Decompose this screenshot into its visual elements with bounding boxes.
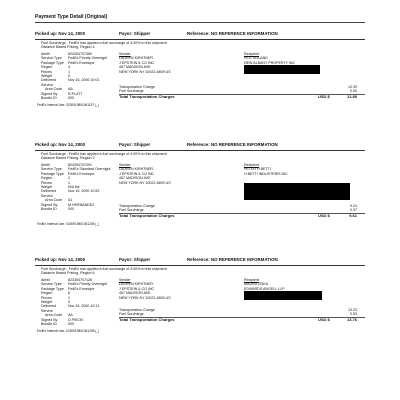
delivered-label: Delivered (41, 304, 57, 309)
area-code-label: Area Code (45, 313, 63, 318)
total-value: 12.89 (346, 94, 357, 99)
area-code-value: AA (68, 313, 73, 318)
delivered-value: Nov 15, 2000 10:53 (68, 189, 100, 194)
fuel-surcharge-value: 0.37 (350, 208, 357, 213)
weight-label: Weight (41, 185, 53, 189)
fuel-surcharge-label: Fuel Surcharge (119, 208, 144, 213)
area-code-value: AA (68, 87, 73, 92)
recipient-heading: Recipient (244, 278, 259, 282)
package-type-label: Package Type (41, 286, 64, 291)
currency-label: USD $ (318, 317, 330, 322)
total-label: Total Transportation Charges (119, 317, 175, 322)
reference: Reference: NO REFERENCE INFORMATION (187, 257, 278, 262)
sender-heading: Sender (119, 278, 131, 282)
airbill-value: 824354707380 (68, 52, 92, 56)
weight-value: N/A lbs (68, 185, 80, 189)
sender-name: LAUREN KIRHTNER (119, 282, 153, 287)
pieces-value: 1 (68, 180, 70, 185)
fuel-surcharge-note: Fuel Surcharge - FedEx has applied a fuel surcharge of 4.00% to this shipment. (41, 267, 168, 271)
sender-company: J EPSTEIN & CO INC (119, 171, 155, 176)
payor: Payor: Shipper (119, 142, 151, 147)
weight-label: Weight (41, 300, 53, 304)
region-label: Region (41, 65, 53, 70)
fuel-surcharge-value: 0.53 (350, 312, 357, 317)
transportation-charge-label: Transportation Charge (119, 85, 155, 89)
region-value: 2 (68, 176, 70, 181)
recipient-company: EDWARDS ANGELL LLP (244, 286, 285, 291)
fuel-surcharge-label: Fuel Surcharge (119, 312, 144, 317)
picked-up-date: Picked up: Nov 14, 2000 (35, 31, 86, 36)
service-type-label: Service Type (41, 56, 62, 61)
sender-name: LAUREN KIRHTNER (119, 167, 153, 172)
recipient-name: PEG GOLAND (244, 56, 268, 61)
package-type-label: Package Type (41, 60, 64, 65)
bundle-id-value: 000 (68, 207, 74, 211)
internal-use-code: FedEx Internal Use: 0230919801061197 (_) (37, 103, 99, 107)
transportation-charge-value: 12.39 (348, 85, 357, 89)
signed-by-value: D.PIECKI (68, 317, 84, 322)
region-label: Region (41, 291, 53, 296)
sender-company: J EPSTEIN & CO INC (119, 60, 155, 65)
shipment-header (35, 32, 365, 38)
region-value: 4 (68, 65, 70, 70)
area-code-label: Area Code (45, 198, 63, 203)
picked-up-date: Picked up: Nov 14, 2000 (35, 257, 86, 262)
header-divider (35, 150, 365, 151)
transportation-charge-label: Transportation Charge (119, 204, 155, 208)
package-type-value: FedEx Envelope (68, 171, 95, 176)
fuel-surcharge-value: 0.50 (350, 89, 357, 94)
reference: Reference: NO REFERENCE INFORMATION (187, 31, 278, 36)
weight-value: 0 (68, 74, 70, 78)
sender-street: 457 MADISON AVE (119, 65, 151, 70)
recipient-heading: Recipient (244, 163, 259, 167)
airbill-label: Airbill (41, 163, 50, 167)
fuel-surcharge-note: Fuel Surcharge - FedEx has applied a fuel surcharge of 4.00% to this shipment. (41, 41, 168, 45)
sender-heading: Sender (119, 52, 131, 56)
recipient-company: NEW ALBANY PROPERTY INC (244, 60, 296, 65)
pieces-value: 1 (68, 295, 70, 300)
title-divider (35, 22, 365, 23)
delivered-label: Delivered (41, 78, 57, 83)
pieces-label: Pieces (41, 180, 52, 185)
internal-use-code: FedEx Internal Use: 0230919801061208 (_) (37, 329, 100, 333)
shipment-record (35, 32, 365, 132)
redacted-recipient-address (244, 65, 320, 74)
region-label: Region (41, 176, 53, 181)
currency-label: USD $ (318, 213, 330, 218)
redacted-recipient-address (244, 291, 322, 300)
transportation-charge-value: 9.24 (350, 204, 357, 208)
pricing-note: Distance Based Pricing, Region 2 (41, 156, 95, 161)
total-label: Total Transportation Charges (119, 94, 175, 99)
total-value: 13.76 (346, 317, 357, 322)
pieces-label: Pieces (41, 295, 52, 300)
page-title: Payment Type Detail (Original) (35, 14, 108, 20)
bundle-id-label: Bundle ID (41, 322, 57, 326)
airbill-value: 824354707091 (68, 163, 92, 167)
sender-city: NEW YORK NY 10022-6809 US (119, 180, 171, 185)
transportation-charge-value: 13.23 (348, 308, 357, 312)
shipment-header (35, 143, 365, 149)
sender-company: J EPSTEIN & CO INC (119, 286, 155, 291)
header-divider (35, 265, 365, 266)
service-type-label: Service Type (41, 282, 62, 287)
service-type-label: Service Type (41, 167, 62, 172)
header-divider (35, 39, 365, 40)
total-value: 9.61 (349, 213, 357, 218)
shipment-record (35, 258, 365, 358)
signed-by-label: Signed By (41, 317, 58, 322)
airbill-label: Airbill (41, 278, 50, 282)
package-type-label: Package Type (41, 171, 64, 176)
sender-city: NEW YORK NY 10022-6809 US (119, 295, 171, 300)
recipient-name: MAURA ZISKA (244, 282, 269, 287)
signed-by-value: R.PLATT (68, 91, 83, 96)
service-label: Service (41, 308, 53, 313)
signed-by-label: Signed By (41, 202, 58, 207)
signed-by-label: Signed By (41, 91, 58, 96)
bundle-id-value: 000 (68, 322, 74, 326)
payor: Payor: Shipper (119, 31, 151, 36)
package-type-value: FedEx Envelope (68, 60, 95, 65)
service-label: Service (41, 193, 53, 198)
delivered-label: Delivered (41, 189, 57, 194)
service-type-value: FedEx Standard Overnight (68, 167, 111, 172)
redacted-recipient-address (244, 183, 350, 200)
delivered-value: Nov 15, 2000 10:13 (68, 304, 100, 309)
shipment-record (35, 143, 365, 243)
sender-street: 457 MADISON AVE (119, 176, 151, 181)
airbill-label: Airbill (41, 52, 50, 56)
sender-city: NEW YORK NY 10022-6809 US (119, 69, 171, 74)
sender-street: 457 MADISON AVE (119, 291, 151, 296)
fuel-surcharge-label: Fuel Surcharge (119, 89, 144, 94)
airbill-value: 824354707126 (68, 278, 92, 282)
sender-name: LAUREN KIRHTNER (119, 56, 153, 61)
payor: Payor: Shipper (119, 257, 151, 262)
pricing-note: Distance Based Pricing, Region 6 (41, 271, 95, 276)
region-value: 6 (68, 291, 70, 296)
fuel-surcharge-note: Fuel Surcharge - FedEx has applied a fuel surcharge of 4.00% to this shipment. (41, 152, 168, 156)
recipient-heading: Recipient (244, 52, 259, 56)
sender-heading: Sender (119, 163, 131, 167)
reference: Reference: NO REFERENCE INFORMATION (187, 142, 278, 147)
area-code-label: Area Code (45, 87, 63, 92)
total-label: Total Transportation Charges (119, 213, 175, 218)
bundle-id-label: Bundle ID (41, 207, 57, 211)
service-type-value: FedEx Priority Overnight (68, 56, 108, 61)
transportation-charge-label: Transportation Charge (119, 308, 155, 312)
recipient-name: PETER H BETTI (244, 167, 271, 172)
bundle-id-value: 000 (68, 96, 74, 100)
weight-value: 0 (68, 300, 70, 304)
bundle-id-label: Bundle ID (41, 96, 57, 100)
picked-up-date: Picked up: Nov 14, 2000 (35, 142, 86, 147)
currency-label: USD $ (318, 94, 330, 99)
pieces-label: Pieces (41, 69, 52, 74)
pieces-value: 1 (68, 69, 70, 74)
internal-use-code: FedEx Internal Use: 0230919801061206 (_) (37, 222, 100, 226)
signed-by-value: M.HERNANDEZ (68, 202, 95, 207)
delivered-value: Nov 15, 2000 10:01 (68, 78, 100, 83)
recipient-company: H BETTI INDUSTRIES INC (244, 171, 288, 176)
service-type-value: FedEx Priority Overnight (68, 282, 108, 287)
package-type-value: FedEx Envelope (68, 286, 95, 291)
area-code-value: A1 (68, 198, 73, 203)
pricing-note: Distance Based Pricing, Region 4 (41, 45, 95, 50)
shipment-header (35, 258, 365, 264)
service-label: Service (41, 82, 53, 87)
weight-label: Weight (41, 74, 53, 78)
